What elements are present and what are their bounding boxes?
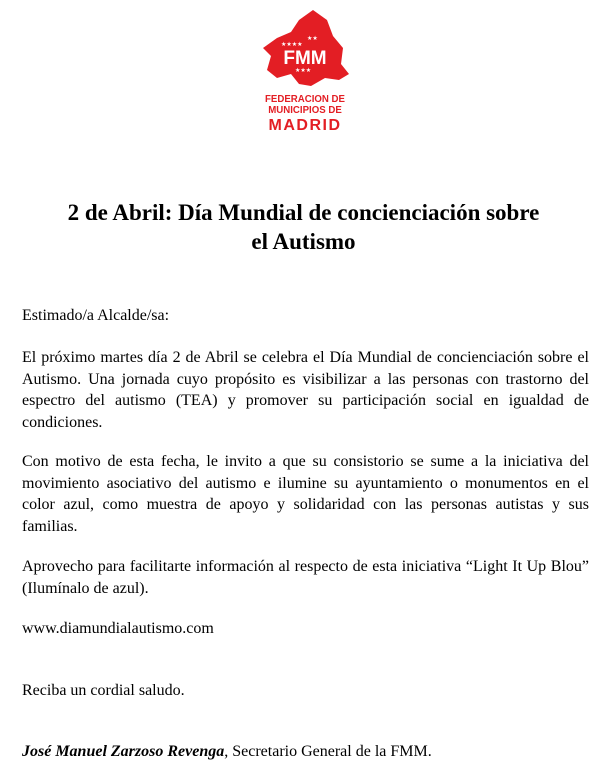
logo-line-1: FEDERACION DE [265,93,345,105]
logo-line-3: MADRID [268,117,342,134]
svg-text:★★★: ★★★ [295,68,312,74]
document-title [20,198,587,256]
title-line-2: el Autismo [251,229,356,254]
svg-text:★★★★: ★★★★ [281,42,303,48]
website-link[interactable]: www.diamundialautismo.com [22,620,214,637]
salutation: Estimado/a Alcalde/sa: [22,307,170,324]
title-line-1: 2 de Abril: Día Mundial de concienciación sobre [67,200,540,225]
paragraph-3: Aprovecho para facilitarte información al respecto de esta iniciativa “Light It Up Blou” (Ilumínalo de azul). [22,558,589,597]
madrid-region-shape-icon [255,8,355,98]
signature-name: José Manuel Zarzoso Revenga [22,743,225,760]
paragraph-2: Con motivo de esta fecha, le invito a que su consistorio se sume a la iniciativa del movimiento asociativo del autismo e ilumine su ayuntamiento o monumentos en el color azul, como muestra de apoyo y solidaridad con las personas autistas y sus familias. [22,453,589,535]
svg-text:★★: ★★ [307,36,318,42]
logo-line-2: MUNICIPIOS DE [268,104,342,116]
logo-acronym: FMM [283,48,327,69]
logo-wordmark [250,94,360,134]
paragraph-1: El próximo martes día 2 de Abril se celebra el Día Mundial de concienciación sobre el Autismo. Una jornada cuyo propósito es visibilizar a las personas con trastorno del espectro del autismo (TEA) y promover su participación social en igualdad de condiciones. [22,349,589,431]
signature [22,741,589,763]
signature-role: , Secretario General de la FMM. [224,743,432,760]
closing: Reciba un cordial saludo. [22,682,185,699]
